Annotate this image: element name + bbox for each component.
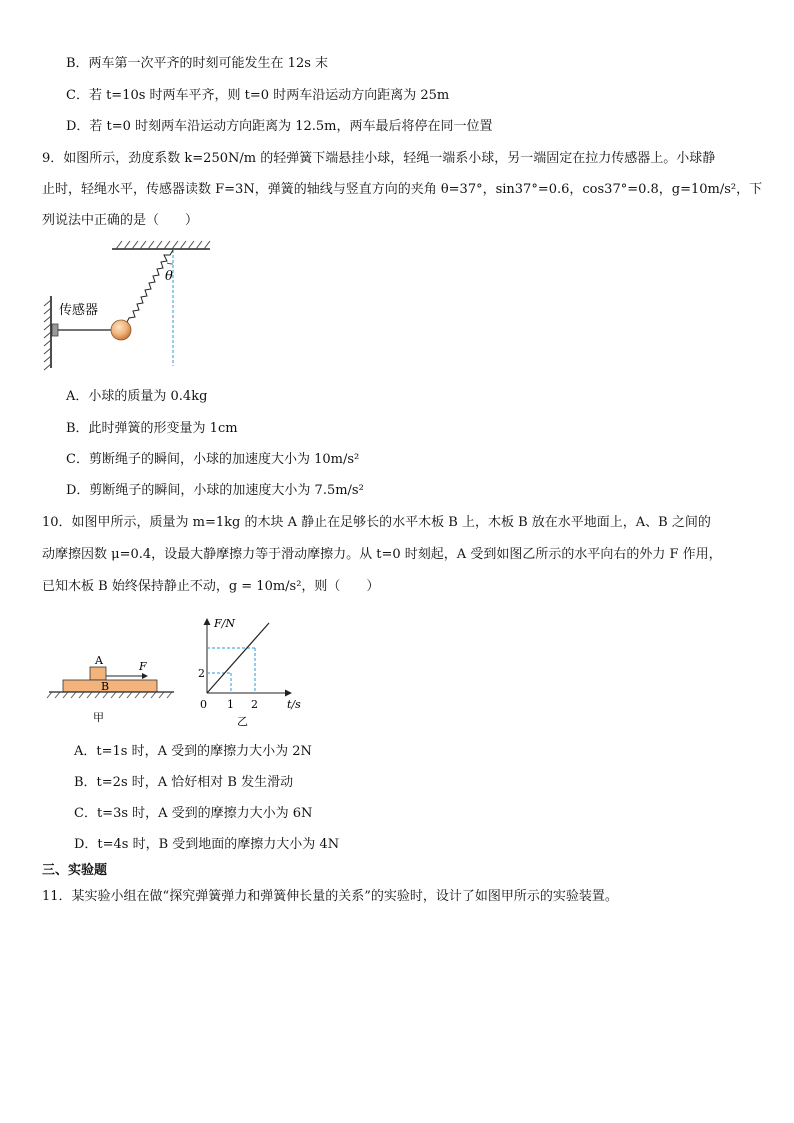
x-axis-label: t/s bbox=[287, 698, 301, 711]
ceiling-support bbox=[112, 241, 210, 249]
origin-label: 0 bbox=[200, 698, 207, 711]
ground-hatch bbox=[47, 692, 172, 698]
section3-heading: 三、实验题 bbox=[42, 863, 108, 878]
y-axis-label: F/N bbox=[214, 617, 235, 630]
q9-stem-line2: 止时，轻绳水平，传感器读数 F=3N，弹簧的轴线与竖直方向的夹角 θ=37°，sin37°=0.6，cos37°=0.8，g=10m/s²，下 bbox=[42, 182, 763, 197]
block-a-label: A bbox=[95, 654, 103, 667]
left-wall bbox=[44, 296, 51, 370]
q9-stem-line1: 9．如图所示，劲度系数 k=250N/m 的轻弹簧下端悬挂小球，轻绳一端系小球，另一端固定在拉力传感器上。小球静 bbox=[42, 151, 716, 166]
q9-option-b: B．此时弹簧的形变量为 1cm bbox=[66, 421, 238, 436]
angle-theta-label: θ bbox=[165, 269, 173, 284]
sensor-label: 传感器 bbox=[59, 303, 99, 318]
q10-figure-jia bbox=[44, 650, 184, 730]
q10-option-c: C．t=3s 时，A 受到的摩擦力大小为 6N bbox=[74, 806, 313, 821]
angle-arc bbox=[167, 263, 173, 264]
q8-option-d: D．若 t=0 时刻两车沿运动方向距离为 12.5m，两车最后将停在同一位置 bbox=[66, 119, 493, 134]
q10-figure-yi bbox=[190, 615, 315, 730]
q10-stem-line2: 动摩擦因数 μ=0.4，设最大静摩擦力等于滑动摩擦力。从 t=0 时刻起，A 受到如图乙所示的水平向右的外力 F 作用， bbox=[42, 547, 722, 562]
force-label: F bbox=[139, 660, 147, 673]
q9-option-d: D．剪断绳子的瞬间，小球的加速度大小为 7.5m/s² bbox=[66, 483, 364, 498]
q9-spring-figure bbox=[40, 238, 230, 373]
ball bbox=[111, 320, 131, 340]
q10-option-b: B．t=2s 时，A 恰好相对 B 发生滑动 bbox=[74, 775, 294, 790]
q9-option-c: C．剪断绳子的瞬间，小球的加速度大小为 10m/s² bbox=[66, 452, 360, 467]
q8-option-b: B．两车第一次平齐的时刻可能发生在 12s 末 bbox=[66, 56, 329, 71]
q11-stem: 11．某实验小组在做“探究弹簧弹力和弹簧伸长量的关系”的实验时，设计了如图甲所示的实验装置。 bbox=[42, 889, 618, 904]
spring bbox=[124, 250, 173, 324]
q10-stem-line1: 10．如图甲所示，质量为 m=1kg 的木块 A 静止在足够长的水平木板 B 上，木板 B 放在水平地面上，A、B 之间的 bbox=[42, 515, 711, 530]
figure-yi-caption: 乙 bbox=[237, 715, 248, 728]
q9-option-a: A．小球的质量为 0.4kg bbox=[66, 389, 208, 404]
q9-stem-line3: 列说法中正确的是（ ） bbox=[42, 213, 199, 228]
q10-stem-line3: 已知木板 B 始终保持静止不动，g = 10m/s²，则（ ） bbox=[42, 579, 380, 594]
force-arrowhead bbox=[142, 673, 148, 679]
x-tick-1: 1 bbox=[227, 698, 234, 711]
q8-option-c: C．若 t=10s 时两车平齐，则 t=0 时两车沿运动方向距离为 25m bbox=[66, 88, 450, 103]
board-b bbox=[63, 680, 157, 692]
q10-option-d: D．t=4s 时，B 受到地面的摩擦力大小为 4N bbox=[74, 837, 340, 852]
sensor-block bbox=[52, 324, 58, 336]
block-a bbox=[90, 667, 106, 680]
force-time-line bbox=[207, 623, 269, 693]
q10-option-a: A．t=1s 时，A 受到的摩擦力大小为 2N bbox=[74, 744, 312, 759]
y-tick-2: 2 bbox=[198, 667, 205, 680]
board-b-label: B bbox=[101, 680, 110, 693]
figure-jia-caption: 甲 bbox=[93, 711, 104, 724]
x-tick-2: 2 bbox=[251, 698, 258, 711]
